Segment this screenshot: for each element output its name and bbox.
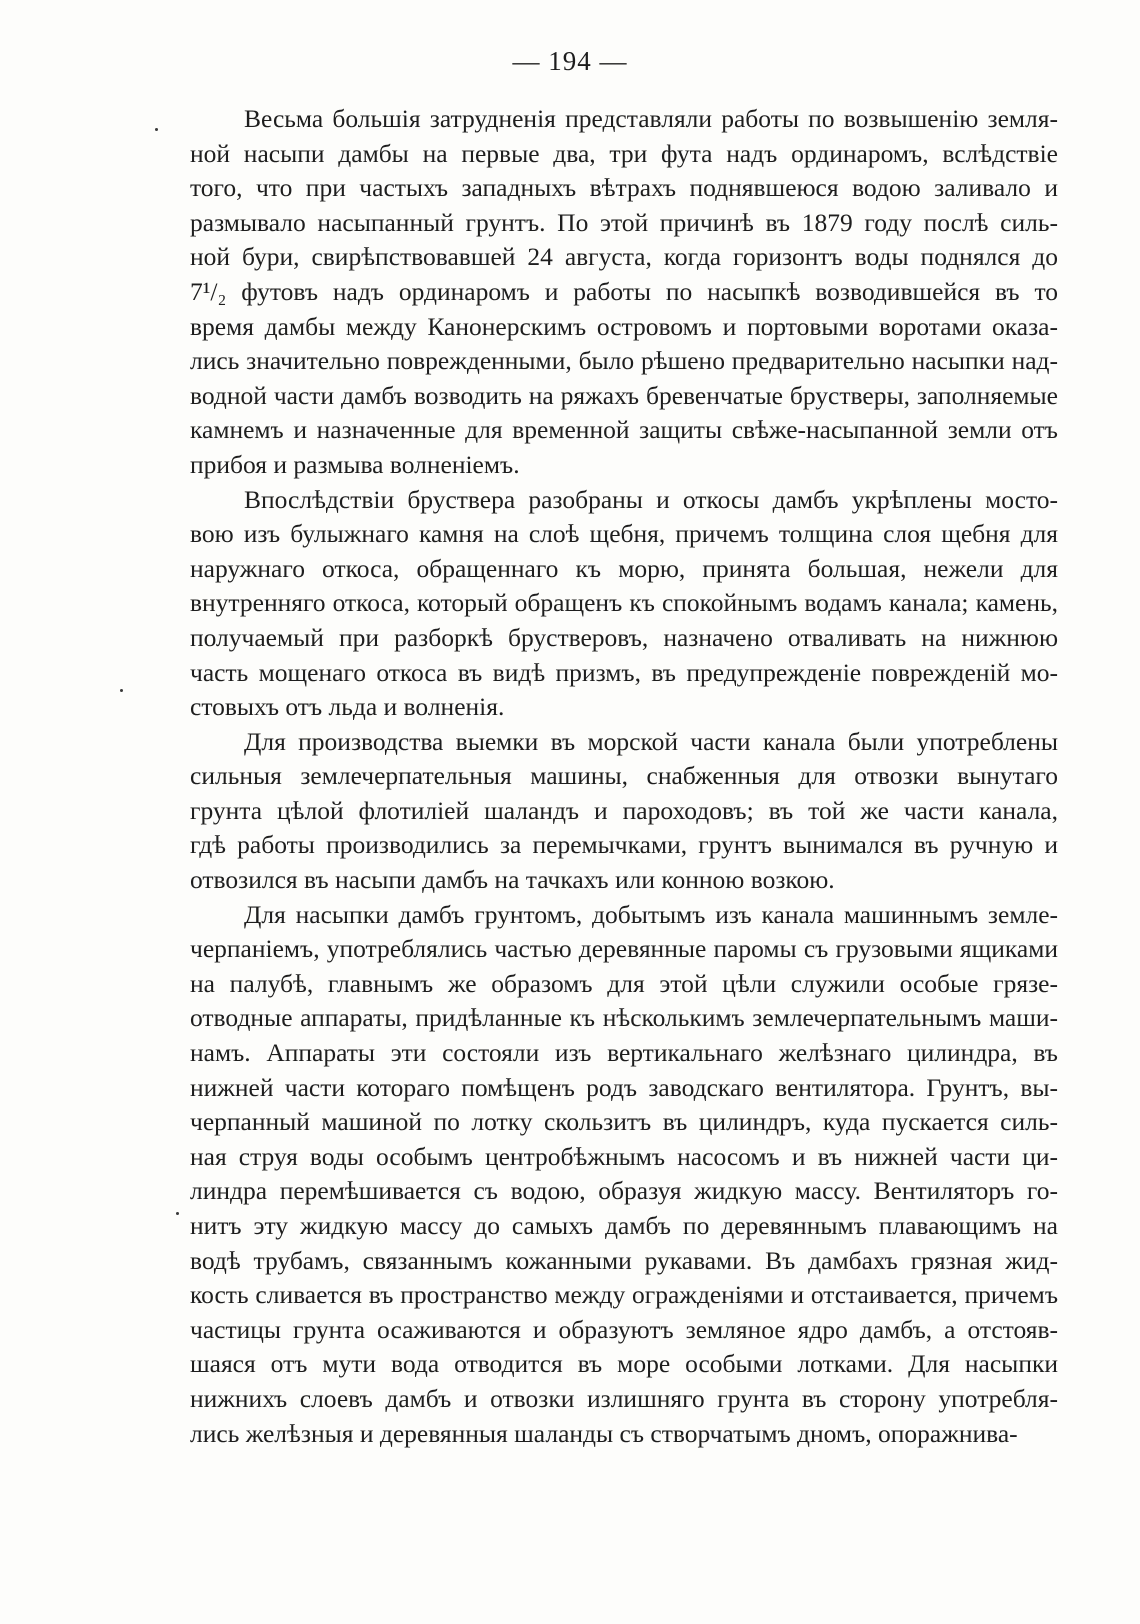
- text-line: нижней части котораго помѣщенъ родъ заводскаго вентилятора. Грунтъ, вы-: [190, 1072, 1058, 1102]
- text-line: нижнихъ слоевъ дамбъ и отвозки излишняго грунта въ сторону употребля-: [190, 1383, 1058, 1413]
- text-line: шаяся отъ мути вода отводится въ море особыми лотками. Для насыпки: [190, 1349, 1058, 1379]
- text-line: получаемый при разборкѣ брустверовъ, назначено отваливать на нижнюю: [190, 622, 1058, 652]
- text-line: 7¹/₂ футовъ надъ ординаромъ и работы по насыпкѣ возводившейся въ то: [190, 276, 1058, 306]
- text-line: ной бури, свирѣпствовавшей 24 августа, когда горизонтъ воды поднялся до: [190, 242, 1058, 272]
- text-line: ная струя воды особымъ центробѣжнымъ насосомъ и въ нижней части ци-: [190, 1141, 1058, 1171]
- paragraph: [190, 725, 1058, 898]
- text-line: Впослѣдствіи брустверa разобраны и откосы дамбъ укрѣплены мосто-: [244, 484, 1058, 514]
- text-line: стовыхъ отъ льда и волненія.: [190, 692, 505, 722]
- text-line: Весьма большія затрудненія представляли работы по возвышенію земля-: [244, 104, 1058, 133]
- paragraph: [190, 483, 1058, 725]
- text-line: лись желѣзныя и деревянныя шаланды съ створчатымъ дномъ, опоражнива-: [190, 1418, 1018, 1448]
- text-line: намъ. Аппараты эти состояли изъ вертикальнаго желѣзнаго цилиндра, въ: [190, 1038, 1058, 1068]
- paragraph: [190, 102, 1058, 483]
- text-line: камнемъ и назначенные для временной защиты свѣже-насыпанной земли отъ: [190, 415, 1058, 445]
- text-line: на палубѣ, главнымъ же образомъ для этой цѣли служили особые грязе-: [190, 968, 1058, 998]
- text-line: грунта цѣлой флотиліей шаландъ и пароходовъ; въ той же части канала,: [190, 795, 1058, 825]
- text-line: прибоя и размыва волненіемъ.: [190, 449, 520, 479]
- text-line: время дамбы между Канонерскимъ островомъ и портовыми воротами оказа-: [190, 311, 1058, 341]
- text-line: нитъ эту жидкую массу до самыхъ дамбъ по деревяннымъ плавающимъ на: [190, 1211, 1058, 1240]
- scan-speck: [155, 128, 158, 131]
- text-line: линдра перемѣшивается съ водою, образуя жидкую массу. Вентиляторъ го-: [190, 1176, 1058, 1206]
- text-line: часть мощенаго откоса въ видѣ призмъ, въ предупрежденіе поврежденій мо-: [190, 657, 1058, 687]
- text-line: лись значительно поврежденными, было рѣшено предварительно насыпки над-: [190, 346, 1058, 376]
- text-line: черпаніемъ, употреблялись частью деревянные паромы съ грузовыми ящиками: [190, 934, 1058, 964]
- text-line: наружнаго откоса, обращеннаго къ морю, принята большая, нежели для: [190, 553, 1058, 583]
- text-line: Для производства выемки въ морской части канала были употреблены: [244, 726, 1058, 756]
- text-line: Для насыпки дамбъ грунтомъ, добытымъ изъ канала машиннымъ земле-: [244, 899, 1058, 929]
- text-line: ной насыпи дамбы на первые два, три фута надъ ординаромъ, вслѣдствіе: [190, 138, 1058, 168]
- text-line: сильныя землечерпательныя машины, снабженныя для отвозки вынутаго: [190, 761, 1058, 791]
- body-text: [190, 102, 1058, 1451]
- page-number: — 194 —: [512, 46, 628, 76]
- text-line: отводные аппараты, придѣланные къ нѣсколькимъ землечерпательнымъ маши-: [190, 1003, 1058, 1033]
- text-line: кость сливается въ пространство между огражденіями и отстаивается, причемъ: [190, 1280, 1058, 1310]
- text-line: того, что при частыхъ западныхъ вѣтрахъ поднявшеюся водою заливало и: [190, 173, 1058, 203]
- text-line: вою изъ булыжнаго камня на слоѣ щебня, причемъ толщина слоя щебня для: [190, 519, 1058, 549]
- text-line: отвозился въ насыпи дамбъ на тачкахъ или конною возкою.: [190, 865, 835, 895]
- text-line: гдѣ работы производились за перемычками, грунтъ вынимался въ ручную и: [190, 830, 1058, 860]
- text-line: размывало насыпанный грунтъ. По этой причинѣ въ 1879 году послѣ силь-: [190, 207, 1058, 237]
- text-line: водной части дамбъ возводить на ряжахъ бревенчатые брустверы, заполняемые: [190, 380, 1058, 410]
- scan-speck: [120, 689, 123, 692]
- scan-speck: [176, 1212, 179, 1215]
- paragraph: [190, 898, 1058, 1452]
- text-line: водѣ трубамъ, связаннымъ кожанными рукавами. Въ дамбахъ грязная жид-: [190, 1245, 1058, 1275]
- text-line: частицы грунта осаживаются и образуютъ земляное ядро дамбъ, а отстояв-: [190, 1314, 1058, 1344]
- text-line: черпанный машиной по лотку скользитъ въ цилиндръ, куда пускается силь-: [190, 1107, 1058, 1137]
- text-line: внутренняго откоса, который обращенъ къ спокойнымъ водамъ канала; камень,: [190, 588, 1058, 618]
